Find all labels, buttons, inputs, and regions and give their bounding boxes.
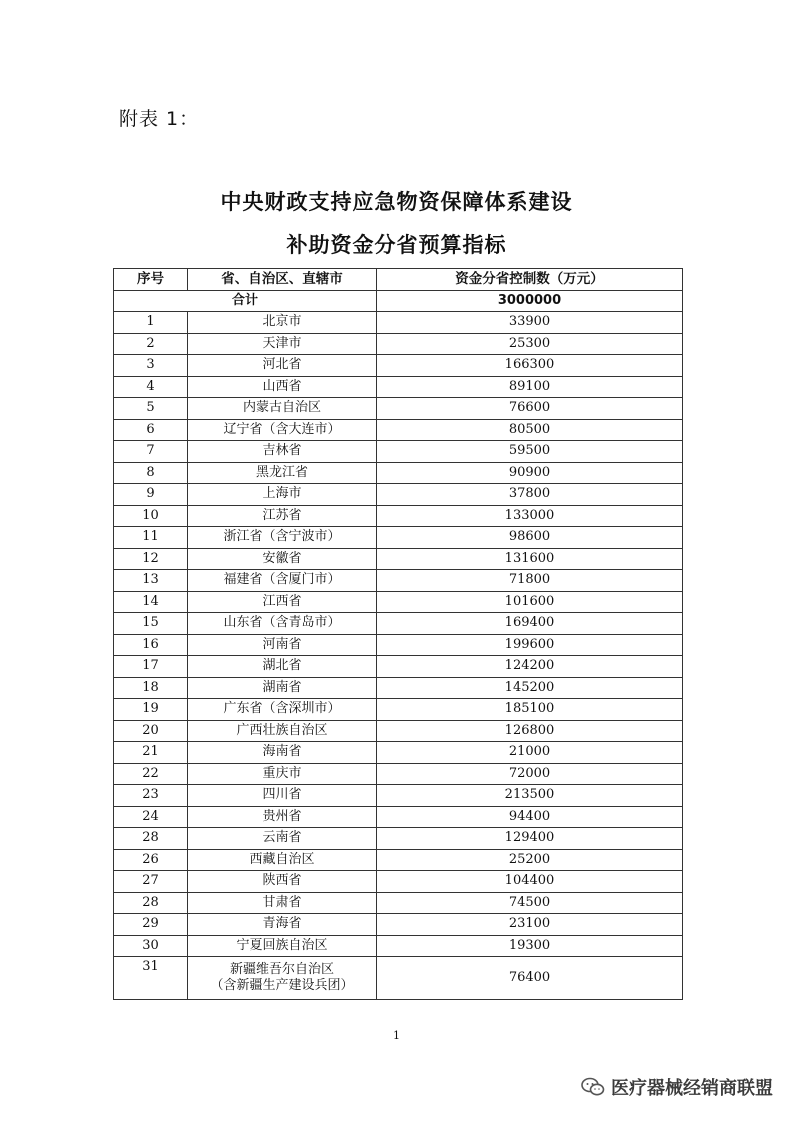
cell-region: 广西壮族自治区 xyxy=(188,720,377,742)
table-row xyxy=(114,656,683,678)
header-region: 省、自治区、直辖市 xyxy=(188,269,377,291)
cell-index: 15 xyxy=(114,613,188,635)
cell-amount: 145200 xyxy=(377,677,683,699)
table-row xyxy=(114,806,683,828)
cell-index: 12 xyxy=(114,548,188,570)
cell-region: 北京市 xyxy=(188,312,377,334)
cell-region: 福建省（含厦门市） xyxy=(188,570,377,592)
cell-index: 29 xyxy=(114,914,188,936)
cell-index: 3 xyxy=(114,355,188,377)
watermark-text: 医疗器械经销商联盟 xyxy=(611,1078,773,1099)
cell-amount: 21000 xyxy=(377,742,683,764)
table-row xyxy=(114,398,683,420)
cell-region: 湖北省 xyxy=(188,656,377,678)
cell-amount: 23100 xyxy=(377,914,683,936)
cell-amount: 37800 xyxy=(377,484,683,506)
table-row xyxy=(114,441,683,463)
table-row xyxy=(114,355,683,377)
table-row xyxy=(114,849,683,871)
table-row xyxy=(114,333,683,355)
cell-index: 31 xyxy=(114,957,188,1000)
table-row xyxy=(114,613,683,635)
cell-index: 7 xyxy=(114,441,188,463)
cell-region: 黑龙江省 xyxy=(188,462,377,484)
cell-amount: 166300 xyxy=(377,355,683,377)
cell-region: 浙江省（含宁波市） xyxy=(188,527,377,549)
cell-amount: 80500 xyxy=(377,419,683,441)
header-amount: 资金分省控制数（万元） xyxy=(377,269,683,291)
table-row xyxy=(114,720,683,742)
wechat-icon xyxy=(581,1077,605,1097)
cell-region xyxy=(188,957,377,1000)
cell-amount: 199600 xyxy=(377,634,683,656)
cell-amount: 72000 xyxy=(377,763,683,785)
cell-amount: 90900 xyxy=(377,462,683,484)
table-row xyxy=(114,892,683,914)
table-row xyxy=(114,677,683,699)
cell-region: 重庆市 xyxy=(188,763,377,785)
table-row xyxy=(114,634,683,656)
table-row xyxy=(114,312,683,334)
table-row xyxy=(114,462,683,484)
cell-index: 27 xyxy=(114,871,188,893)
cell-amount: 25200 xyxy=(377,849,683,871)
table-row xyxy=(114,785,683,807)
cell-region: 青海省 xyxy=(188,914,377,936)
cell-amount: 124200 xyxy=(377,656,683,678)
cell-index: 14 xyxy=(114,591,188,613)
cell-region: 贵州省 xyxy=(188,806,377,828)
cell-region: 内蒙古自治区 xyxy=(188,398,377,420)
table-row xyxy=(114,828,683,850)
cell-region: 江西省 xyxy=(188,591,377,613)
cell-index: 13 xyxy=(114,570,188,592)
cell-amount: 126800 xyxy=(377,720,683,742)
total-value: 3000000 xyxy=(377,290,683,312)
cell-region-line2: （含新疆生产建设兵团） xyxy=(210,978,354,993)
table-row xyxy=(114,376,683,398)
cell-region: 上海市 xyxy=(188,484,377,506)
cell-amount: 101600 xyxy=(377,591,683,613)
cell-amount: 71800 xyxy=(377,570,683,592)
cell-index: 23 xyxy=(114,785,188,807)
cell-region: 河南省 xyxy=(188,634,377,656)
cell-amount: 98600 xyxy=(377,527,683,549)
cell-index: 17 xyxy=(114,656,188,678)
cell-region: 云南省 xyxy=(188,828,377,850)
table-row xyxy=(114,957,683,1000)
cell-index: 22 xyxy=(114,763,188,785)
cell-index: 28 xyxy=(114,892,188,914)
cell-region: 海南省 xyxy=(188,742,377,764)
cell-index: 11 xyxy=(114,527,188,549)
cell-index: 20 xyxy=(114,720,188,742)
cell-amount: 76400 xyxy=(377,957,683,1000)
cell-amount: 94400 xyxy=(377,806,683,828)
table-row xyxy=(114,591,683,613)
table-row xyxy=(114,570,683,592)
cell-amount: 185100 xyxy=(377,699,683,721)
cell-region: 山西省 xyxy=(188,376,377,398)
cell-amount: 131600 xyxy=(377,548,683,570)
table-row xyxy=(114,914,683,936)
cell-region: 四川省 xyxy=(188,785,377,807)
cell-region: 山东省（含青岛市） xyxy=(188,613,377,635)
cell-index: 18 xyxy=(114,677,188,699)
cell-index: 8 xyxy=(114,462,188,484)
cell-amount: 89100 xyxy=(377,376,683,398)
total-row xyxy=(114,290,683,312)
cell-index: 4 xyxy=(114,376,188,398)
table-header-row xyxy=(114,269,683,291)
table-row xyxy=(114,763,683,785)
table-row xyxy=(114,484,683,506)
table-row xyxy=(114,419,683,441)
cell-amount: 25300 xyxy=(377,333,683,355)
cell-amount: 19300 xyxy=(377,935,683,957)
cell-index: 28 xyxy=(114,828,188,850)
cell-index: 2 xyxy=(114,333,188,355)
cell-amount: 59500 xyxy=(377,441,683,463)
cell-region: 江苏省 xyxy=(188,505,377,527)
cell-index: 30 xyxy=(114,935,188,957)
table-row xyxy=(114,871,683,893)
cell-region: 甘肃省 xyxy=(188,892,377,914)
cell-region: 河北省 xyxy=(188,355,377,377)
cell-region: 西藏自治区 xyxy=(188,849,377,871)
cell-index: 16 xyxy=(114,634,188,656)
cell-amount: 104400 xyxy=(377,871,683,893)
cell-amount: 129400 xyxy=(377,828,683,850)
table-row xyxy=(114,699,683,721)
cell-region: 陕西省 xyxy=(188,871,377,893)
cell-amount: 74500 xyxy=(377,892,683,914)
cell-region: 辽宁省（含大连市） xyxy=(188,419,377,441)
table-row xyxy=(114,527,683,549)
cell-index: 9 xyxy=(114,484,188,506)
cell-region: 天津市 xyxy=(188,333,377,355)
cell-index: 19 xyxy=(114,699,188,721)
header-index: 序号 xyxy=(114,269,188,291)
budget-table xyxy=(113,268,683,1000)
document-title-line2: 补助资金分省预算指标 xyxy=(286,233,507,257)
cell-index: 1 xyxy=(114,312,188,334)
page-number: 1 xyxy=(393,1029,400,1042)
cell-index: 5 xyxy=(114,398,188,420)
annex-label: 附表 1： xyxy=(119,108,200,130)
cell-region: 吉林省 xyxy=(188,441,377,463)
table-row xyxy=(114,935,683,957)
table-row xyxy=(114,505,683,527)
cell-amount: 169400 xyxy=(377,613,683,635)
cell-index: 21 xyxy=(114,742,188,764)
cell-amount: 33900 xyxy=(377,312,683,334)
cell-index: 10 xyxy=(114,505,188,527)
cell-region-line1: 新疆维吾尔自治区 xyxy=(229,962,334,978)
table-row xyxy=(114,742,683,764)
cell-index: 6 xyxy=(114,419,188,441)
cell-index: 26 xyxy=(114,849,188,871)
cell-amount: 213500 xyxy=(377,785,683,807)
cell-region: 湖南省 xyxy=(188,677,377,699)
cell-region: 安徽省 xyxy=(188,548,377,570)
table-row xyxy=(114,548,683,570)
total-label: 合计 xyxy=(114,290,377,312)
document-title-line1: 中央财政支持应急物资保障体系建设 xyxy=(220,190,573,214)
cell-region: 宁夏回族自治区 xyxy=(188,935,377,957)
cell-amount: 76600 xyxy=(377,398,683,420)
cell-amount: 133000 xyxy=(377,505,683,527)
cell-region: 广东省（含深圳市） xyxy=(188,699,377,721)
cell-index: 24 xyxy=(114,806,188,828)
watermark xyxy=(581,1074,773,1100)
